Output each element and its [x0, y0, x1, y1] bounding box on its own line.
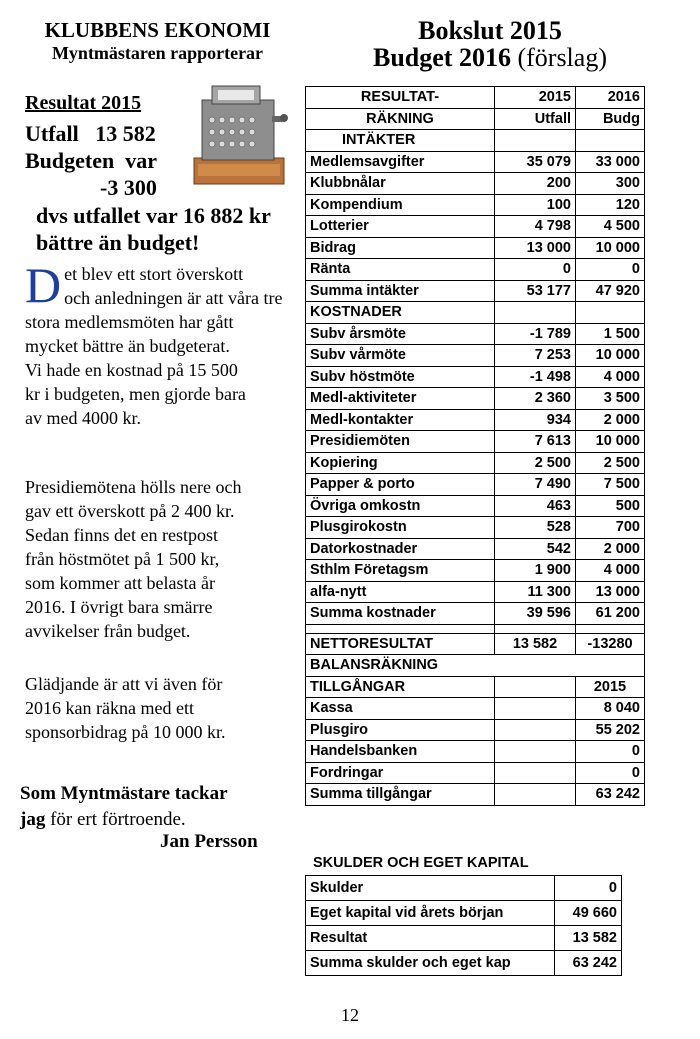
table-cell: 542 [495, 538, 576, 560]
table-cell: 1 900 [495, 560, 576, 582]
balance-heading-row [306, 655, 645, 677]
table-cell: 0 [576, 762, 645, 784]
table-cell: Plusgirokostn [306, 517, 495, 539]
table-cell: Kopiering [306, 452, 495, 474]
right-subtitle [300, 44, 680, 72]
table-cell: Kassa [306, 698, 495, 720]
table-row [306, 173, 645, 195]
table-cell: RESULTAT- [306, 87, 495, 109]
table-cell: Ränta [306, 259, 495, 281]
table-cell [576, 624, 645, 633]
outcome-label: Utfall [25, 121, 79, 146]
table-cell: 4 000 [576, 366, 645, 388]
table-row [306, 926, 622, 951]
budget-qualifier: (förslag) [510, 43, 607, 72]
liabilities-table [305, 875, 622, 976]
table-cell: 63 242 [555, 951, 622, 976]
table-cell: 500 [576, 495, 645, 517]
table-row [306, 474, 645, 496]
table-cell: Budg [576, 108, 645, 130]
table-cell: Kompendium [306, 194, 495, 216]
table-cell: 7 490 [495, 474, 576, 496]
table-cell: 1 500 [576, 323, 645, 345]
text-line: från höstmötet på 1 500 kr, [25, 549, 220, 569]
table-cell: 7 500 [576, 474, 645, 496]
text-line: mycket bättre än budgeterat. [25, 336, 230, 356]
text-line: Vi hade en kostnad på 15 500 [25, 360, 238, 380]
table-row [306, 323, 645, 345]
table-cell: 35 079 [495, 151, 576, 173]
table-cell: 7 613 [495, 431, 576, 453]
text-line: sponsorbidrag på 10 000 kr. [25, 722, 226, 742]
table-cell: 2 500 [495, 452, 576, 474]
text-line: och anledningen är att våra tre [64, 288, 283, 308]
table-cell: 2 500 [576, 452, 645, 474]
text-line: et blev ett stort överskott [64, 264, 244, 284]
result-heading: Resultat 2015 [25, 92, 142, 114]
table-cell: 49 660 [555, 901, 622, 926]
closing-text [20, 781, 280, 833]
table-row [306, 194, 645, 216]
table-cell: 2 000 [576, 409, 645, 431]
table-cell: -13280 [576, 633, 645, 655]
table-row [306, 259, 645, 281]
table-cell: 4 798 [495, 216, 576, 238]
table-row [306, 698, 645, 720]
table-cell: 2015 [495, 87, 576, 109]
table-cell: Summa kostnader [306, 603, 495, 625]
table-cell [495, 302, 576, 324]
text-line: 2016. I övrigt bara smärre [25, 597, 213, 617]
table-cell: 0 [495, 259, 576, 281]
better-line: bättre än budget! [36, 230, 200, 255]
budget-title: Budget 2016 [373, 43, 511, 72]
table-cell: Summa skulder och eget kap [306, 951, 555, 976]
table-row [306, 876, 622, 901]
table-cell: Sthlm Företagsm [306, 560, 495, 582]
table-cell: 8 040 [576, 698, 645, 720]
table-cell: TILLGÅNGAR [306, 676, 495, 698]
text-line: Glädjande är att vi även för [25, 674, 223, 694]
table-row [306, 280, 645, 302]
table-cell: 200 [495, 173, 576, 195]
table-cell [576, 130, 645, 152]
assets-heading-row [306, 676, 645, 698]
table-cell: Subv höstmöte [306, 366, 495, 388]
table-cell: 934 [495, 409, 576, 431]
table-cell: 700 [576, 517, 645, 539]
table-cell: 13 582 [495, 633, 576, 655]
table-row [306, 901, 622, 926]
closing-bold: Som Myntmästare tackar [20, 783, 228, 804]
text-line: avvikelser från budget. [25, 621, 191, 641]
income-statement-table [305, 86, 645, 806]
table-row [306, 345, 645, 367]
table-cell [495, 762, 576, 784]
table-row [306, 431, 645, 453]
text-line: Sedan finns det en restpost [25, 525, 218, 545]
table-cell: 33 000 [576, 151, 645, 173]
table-cell: Bidrag [306, 237, 495, 259]
table-row [306, 603, 645, 625]
table-cell: Handelsbanken [306, 741, 495, 763]
table-cell: 120 [576, 194, 645, 216]
table-cell: Plusgiro [306, 719, 495, 741]
table-row [306, 452, 645, 474]
table-cell: RÄKNING [306, 108, 495, 130]
table-row [306, 151, 645, 173]
paragraph-2 [25, 475, 290, 643]
table-cell: 3 500 [576, 388, 645, 410]
table-cell: Fordringar [306, 762, 495, 784]
table-row [306, 951, 622, 976]
table-cell: alfa-nytt [306, 581, 495, 603]
table-cell [495, 741, 576, 763]
table-cell: Papper & porto [306, 474, 495, 496]
table-row [306, 581, 645, 603]
table-cell: 47 920 [576, 280, 645, 302]
net-result-row [306, 633, 645, 655]
spacer-row [306, 624, 645, 633]
table-row [306, 741, 645, 763]
table-cell: 13 000 [576, 581, 645, 603]
table-cell: 10 000 [576, 431, 645, 453]
liabilities-heading: SKULDER OCH EGET KAPITAL [313, 855, 529, 871]
table-cell [495, 719, 576, 741]
table-cell: 13 582 [555, 926, 622, 951]
table-cell: 10 000 [576, 237, 645, 259]
cash-register-icon [188, 80, 288, 188]
table-row [306, 237, 645, 259]
text-line: stora medlemsmöten har gått [25, 312, 234, 332]
table-row [306, 517, 645, 539]
table-cell: KOSTNADER [306, 302, 495, 324]
table-cell: 2016 [576, 87, 645, 109]
table-row [306, 538, 645, 560]
table-cell: Summa intäkter [306, 280, 495, 302]
table-cell: Medl-aktiviteter [306, 388, 495, 410]
table-cell: Resultat [306, 926, 555, 951]
table-cell: Medlemsavgifter [306, 151, 495, 173]
closing-bold-2: jag [20, 809, 46, 830]
outcome-value: 13 582 [95, 121, 156, 146]
text-line: gav ett överskott på 2 400 kr. [25, 501, 235, 521]
text-line: Presidiemötena hölls nere och [25, 477, 242, 497]
table-cell: 300 [576, 173, 645, 195]
text-line: av med 4000 kr. [25, 408, 141, 428]
table-cell: 61 200 [576, 603, 645, 625]
paragraph-1 [25, 257, 290, 430]
table-cell: 100 [495, 194, 576, 216]
diff-line: dvs utfallet var 16 882 kr [36, 203, 271, 228]
table-cell: Eget kapital vid årets början [306, 901, 555, 926]
table-cell: Övriga omkostn [306, 495, 495, 517]
text-line: kr i budgeten, men gjorde bara [25, 384, 246, 404]
table-cell [495, 676, 576, 698]
table-cell [495, 624, 576, 633]
table-row [306, 762, 645, 784]
table-header-row [306, 87, 645, 109]
table-cell [495, 130, 576, 152]
table-cell: 7 253 [495, 345, 576, 367]
table-cell: 0 [576, 259, 645, 281]
table-cell: 463 [495, 495, 576, 517]
dropcap: D [25, 257, 62, 313]
budget-value: -3 300 [100, 175, 157, 200]
table-row [306, 409, 645, 431]
table-cell: 528 [495, 517, 576, 539]
table-cell: Skulder [306, 876, 555, 901]
table-cell: Medl-kontakter [306, 409, 495, 431]
table-cell: 2015 [576, 676, 645, 698]
page-number: 12 [341, 1005, 359, 1025]
table-cell: 11 300 [495, 581, 576, 603]
table-cell: 13 000 [495, 237, 576, 259]
table-cell: 0 [555, 876, 622, 901]
table-cell: 63 242 [576, 784, 645, 806]
table-cell [306, 624, 495, 633]
table-cell: 4 000 [576, 560, 645, 582]
table-cell: 2 360 [495, 388, 576, 410]
table-cell: Klubbnålar [306, 173, 495, 195]
left-column [20, 18, 295, 64]
budget-line: Budgeten var [25, 148, 157, 173]
text-line: 2016 kan räkna med ett [25, 698, 194, 718]
balance-heading: BALANSRÄKNING [306, 655, 645, 677]
table-cell: 55 202 [576, 719, 645, 741]
outcome-line [25, 121, 156, 147]
table-row [306, 784, 645, 806]
table-row [306, 495, 645, 517]
table-cell: Utfall [495, 108, 576, 130]
table-cell [495, 698, 576, 720]
table-cell: -1 789 [495, 323, 576, 345]
closing-rest: för ert förtroende. [45, 809, 186, 830]
table-cell: Lotterier [306, 216, 495, 238]
table-cell: 10 000 [576, 345, 645, 367]
article-subtitle: Myntmästaren rapporterar [51, 43, 264, 63]
table-cell: NETTORESULTAT [306, 633, 495, 655]
table-cell: Presidiemöten [306, 431, 495, 453]
table-cell: 0 [576, 741, 645, 763]
section-row [306, 302, 645, 324]
table-cell: INTÄKTER [306, 130, 495, 152]
text-line: som kommer att belasta år [25, 573, 215, 593]
section-row [306, 130, 645, 152]
table-row [306, 366, 645, 388]
table-cell: Subv årsmöte [306, 323, 495, 345]
table-cell [495, 784, 576, 806]
table-cell: Summa tillgångar [306, 784, 495, 806]
right-title: Bokslut 2015 [418, 16, 562, 45]
table-row [306, 388, 645, 410]
table-cell: 53 177 [495, 280, 576, 302]
paragraph-3 [25, 672, 290, 744]
table-row [306, 560, 645, 582]
table-cell: 4 500 [576, 216, 645, 238]
table-header-row [306, 108, 645, 130]
table-cell: 39 596 [495, 603, 576, 625]
table-cell: 2 000 [576, 538, 645, 560]
table-row [306, 719, 645, 741]
signature: Jan Persson [160, 831, 258, 852]
article-title: KLUBBENS EKONOMI [44, 18, 271, 42]
table-row [306, 216, 645, 238]
table-cell: Subv vårmöte [306, 345, 495, 367]
table-cell [576, 302, 645, 324]
table-cell: Datorkostnader [306, 538, 495, 560]
table-cell: -1 498 [495, 366, 576, 388]
